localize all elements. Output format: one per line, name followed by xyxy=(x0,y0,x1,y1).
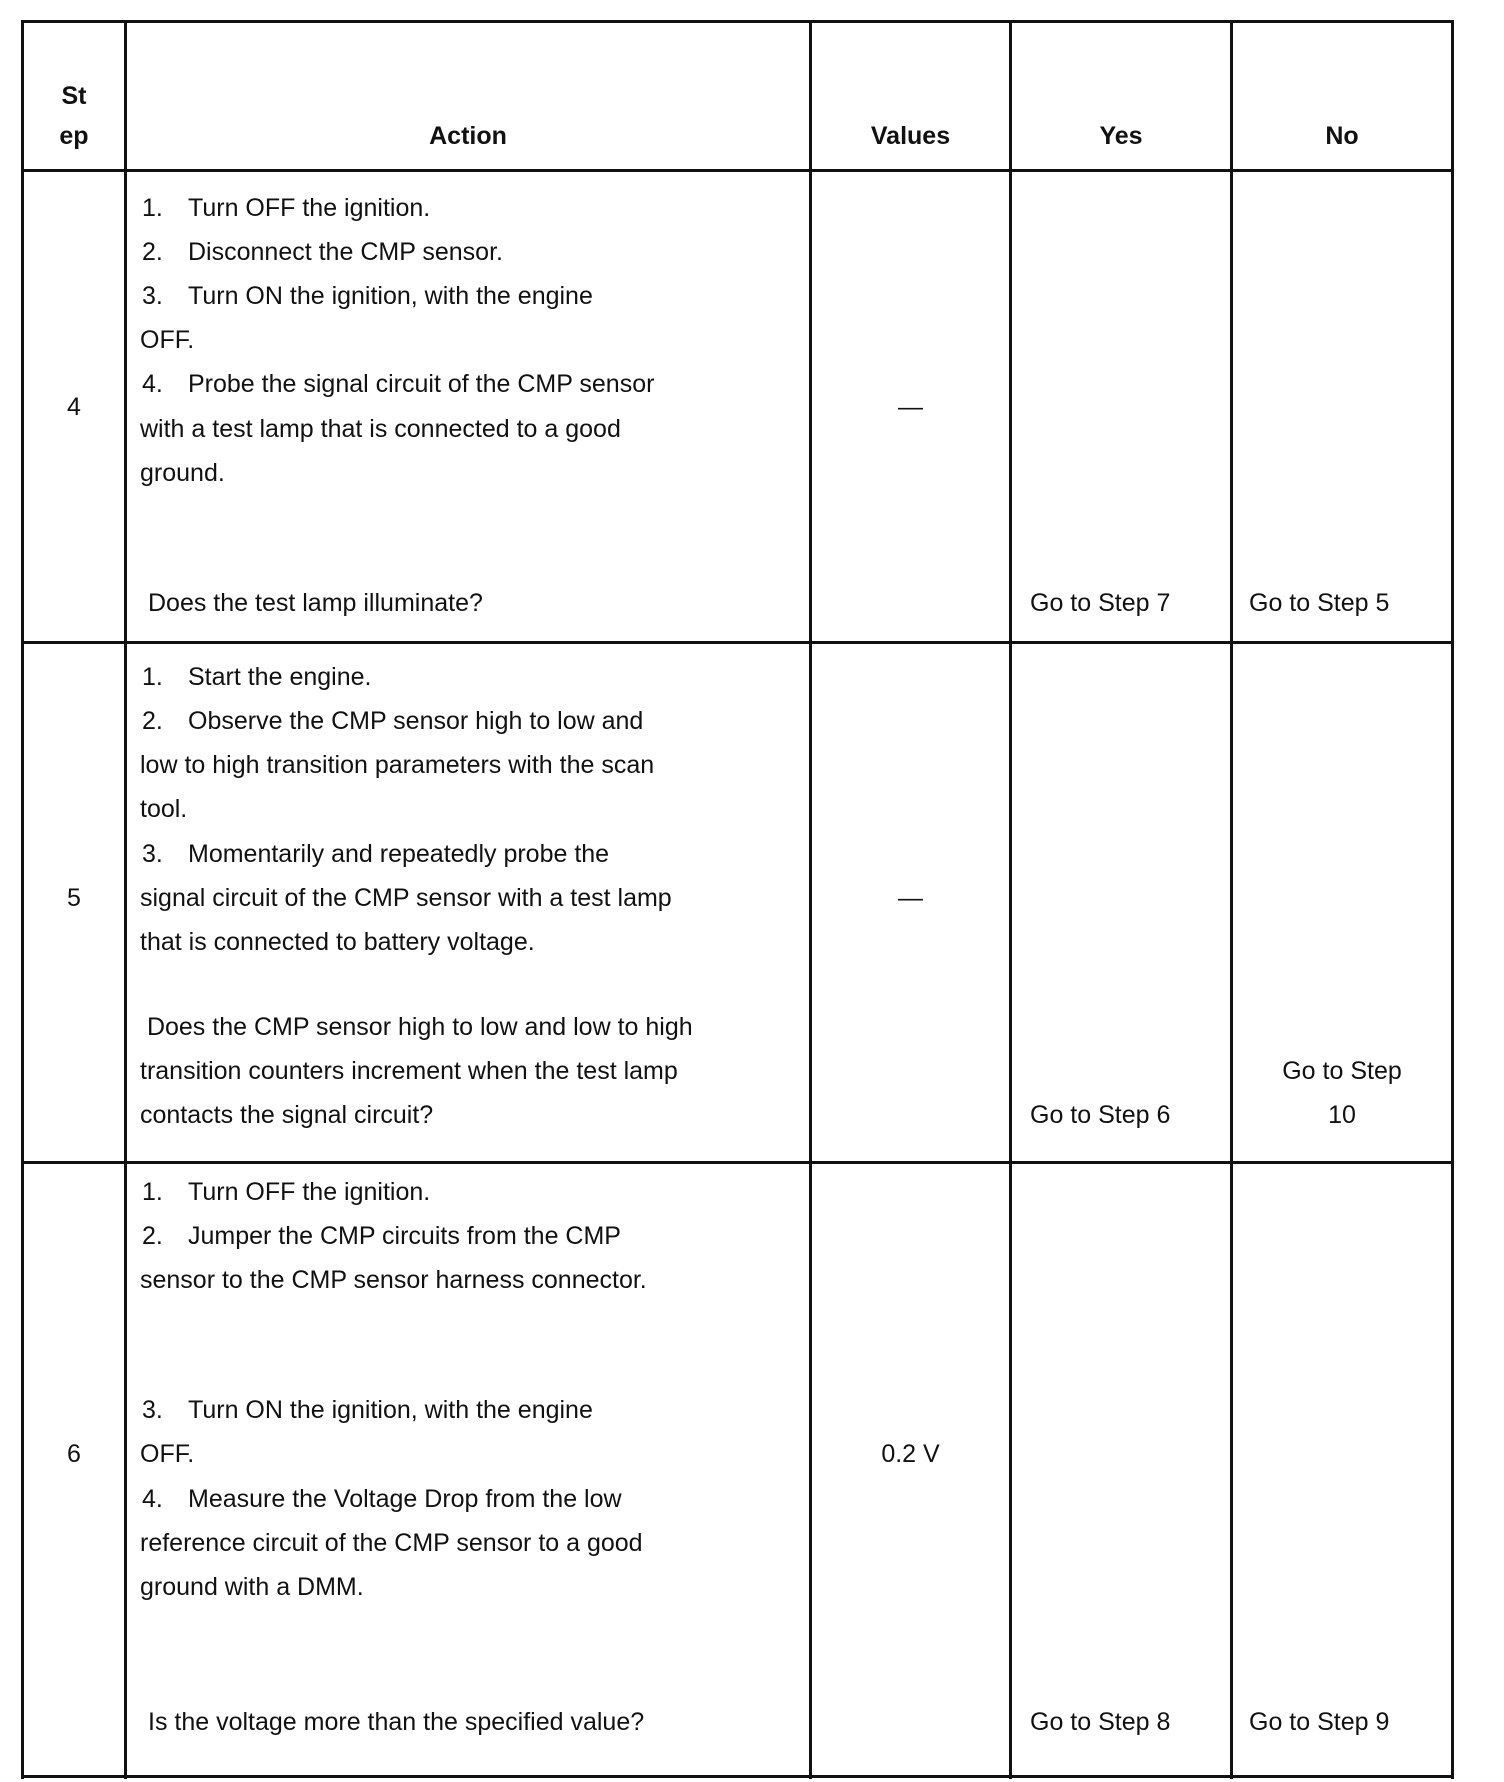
header-step-line2: ep xyxy=(59,122,89,150)
action-line xyxy=(142,274,593,319)
action-line xyxy=(142,1170,430,1215)
action-line xyxy=(140,743,654,788)
action-text: Momentarily and repeatedly probe the xyxy=(188,840,610,868)
action-line xyxy=(140,1521,643,1566)
step-number: 4 xyxy=(67,393,81,421)
action-num: 3. xyxy=(142,840,163,868)
action-line xyxy=(142,1214,621,1259)
action-question: transition counters increment when the test lamp xyxy=(140,1057,678,1085)
action-line xyxy=(140,920,535,965)
action-line xyxy=(140,318,194,363)
no-cell: Go to Step 9 xyxy=(1249,1708,1390,1736)
yes-cell: Go to Step 8 xyxy=(1030,1708,1171,1736)
action-line xyxy=(142,655,371,700)
action-line xyxy=(142,832,609,877)
action-num: 2. xyxy=(142,238,163,266)
action-line xyxy=(140,1565,364,1610)
step-number: 5 xyxy=(67,884,81,912)
action-num: 3. xyxy=(142,282,163,310)
action-text: Start the engine. xyxy=(188,663,372,691)
action-num: 4. xyxy=(142,370,163,398)
action-text: ground with a DMM. xyxy=(140,1573,364,1601)
row-divider xyxy=(21,641,1454,644)
action-text: OFF. xyxy=(140,1440,195,1468)
action-text: Turn OFF the ignition. xyxy=(188,194,431,222)
action-text: signal circuit of the CMP sensor with a test lamp xyxy=(140,884,672,912)
action-text: reference circuit of the CMP sensor to a good xyxy=(140,1529,643,1557)
column-divider-yes xyxy=(1230,21,1233,1779)
action-line xyxy=(140,407,621,452)
table-border-top xyxy=(21,20,1454,23)
action-text: that is connected to battery voltage. xyxy=(140,928,535,956)
step-number: 6 xyxy=(67,1440,81,1468)
action-num: 2. xyxy=(142,707,163,735)
action-num: 1. xyxy=(142,1178,163,1206)
action-text: Jumper the CMP circuits from the CMP xyxy=(188,1222,621,1250)
action-line xyxy=(140,876,672,921)
no-cell: 10 xyxy=(1328,1101,1356,1129)
action-line xyxy=(142,699,643,744)
header-values: Values xyxy=(870,122,951,150)
action-question: contacts the signal circuit? xyxy=(140,1101,434,1129)
action-text: Observe the CMP sensor high to low and xyxy=(188,707,644,735)
action-text: Turn OFF the ignition. xyxy=(188,1178,431,1206)
table-border-right xyxy=(1451,21,1454,1779)
action-num: 4. xyxy=(142,1485,163,1513)
action-text: low to high transition parameters with the scan xyxy=(140,751,655,779)
no-cell: Go to Step xyxy=(1282,1057,1402,1085)
action-text: Disconnect the CMP sensor. xyxy=(188,238,503,266)
value-cell: — xyxy=(898,393,923,421)
header-yes: Yes xyxy=(1099,122,1143,150)
table-border-bottom xyxy=(21,1775,1454,1778)
header-action: Action xyxy=(429,122,507,150)
action-num: 2. xyxy=(142,1222,163,1250)
header-step-line1: St xyxy=(61,82,87,110)
row-divider xyxy=(21,1161,1454,1164)
action-question: Does the CMP sensor high to low and low to high xyxy=(140,1013,693,1041)
action-line xyxy=(142,1388,593,1433)
yes-cell: Go to Step 7 xyxy=(1030,589,1171,617)
action-text: OFF. xyxy=(140,326,195,354)
action-num: 1. xyxy=(142,663,163,691)
action-line xyxy=(140,1432,194,1477)
action-line xyxy=(140,451,225,496)
action-line xyxy=(142,362,654,407)
action-line xyxy=(142,186,430,231)
action-text: with a test lamp that is connected to a good xyxy=(140,415,621,443)
action-text: tool. xyxy=(140,795,188,823)
action-line xyxy=(142,230,503,275)
value-cell: — xyxy=(898,884,923,912)
yes-cell: Go to Step 6 xyxy=(1030,1101,1171,1129)
action-text: Measure the Voltage Drop from the low xyxy=(188,1485,622,1513)
action-question: Does the test lamp illuminate? xyxy=(148,589,483,617)
header-divider xyxy=(21,169,1454,172)
header-no: No xyxy=(1325,122,1359,150)
action-num: 3. xyxy=(142,1396,163,1424)
action-text: Turn ON the ignition, with the engine xyxy=(188,282,593,310)
action-text: Turn ON the ignition, with the engine xyxy=(188,1396,593,1424)
action-num: 1. xyxy=(142,194,163,222)
action-question: Is the voltage more than the specified value? xyxy=(148,1708,645,1736)
action-text: ground. xyxy=(140,459,225,487)
no-cell: Go to Step 5 xyxy=(1249,589,1390,617)
value-cell: 0.2 V xyxy=(881,1440,940,1468)
column-divider-values xyxy=(1009,21,1012,1779)
action-text: Probe the signal circuit of the CMP sensor xyxy=(188,370,655,398)
action-line xyxy=(142,1477,622,1522)
action-line xyxy=(140,787,187,832)
action-line xyxy=(140,1258,647,1303)
action-text: sensor to the CMP sensor harness connector. xyxy=(140,1266,647,1294)
column-divider-step xyxy=(124,21,127,1779)
